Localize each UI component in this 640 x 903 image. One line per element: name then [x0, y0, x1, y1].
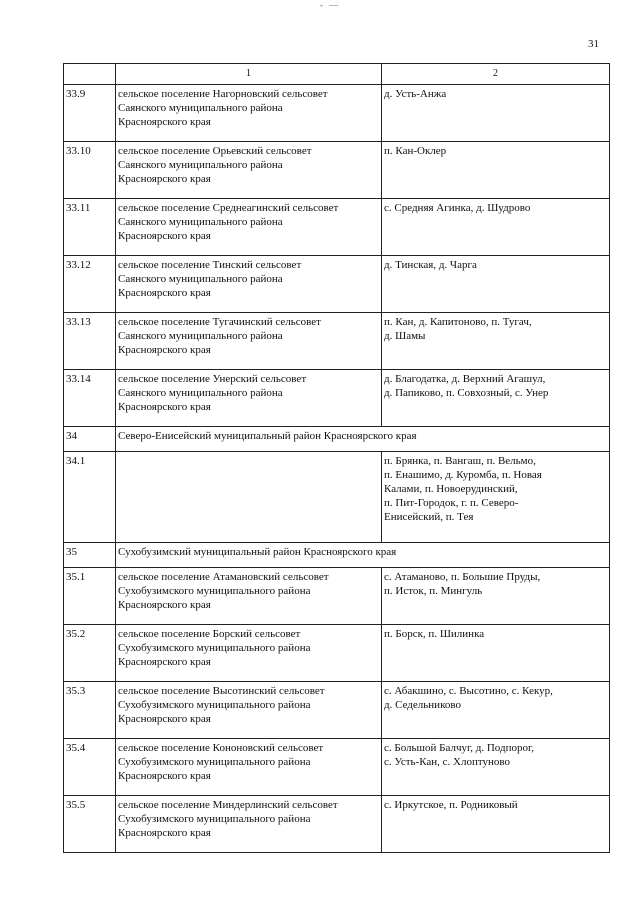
places-list: с. Атаманово, п. Большие Пруды, п. Исток, п. Мингуль — [382, 568, 610, 625]
table-row — [64, 85, 610, 142]
settlement-name: сельское поселение Атамановский сельсовет Сухобузимского муниципального района Красноярского края — [116, 568, 382, 625]
row-number: 35.5 — [64, 796, 116, 853]
row-number: 33.9 — [64, 85, 116, 142]
region-name: Северо-Енисейский муниципальный район Красноярского края — [116, 427, 610, 452]
places-list: п. Кан-Оклер — [382, 142, 610, 199]
settlement-name: сельское поселение Кононовский сельсовет Сухобузимского муниципального района Красноярского края — [116, 739, 382, 796]
table-row — [64, 796, 610, 853]
places-list: п. Брянка, п. Вангаш, п. Вельмо, п. Енашимо, д. Куромба, п. Новая Калами, п. Новоерудинский, п. Пит-Городок, г. п. Северо- Енисейский, п. Тея — [382, 452, 610, 543]
row-number: 34 — [64, 427, 116, 452]
table-row — [64, 256, 610, 313]
region-name: Сухобузимский муниципальный район Красноярского края — [116, 543, 610, 568]
page-number: 31 — [588, 38, 599, 50]
places-list: п. Борск, п. Шилинка — [382, 625, 610, 682]
places-list: с. Средняя Агинка, д. Шудрово — [382, 199, 610, 256]
places-list: с. Абакшино, с. Высотино, с. Кекур, д. Седельниково — [382, 682, 610, 739]
places-list: д. Благодатка, д. Верхний Агашул, д. Папиково, п. Совхозный, с. Унер — [382, 370, 610, 427]
settlement-name: сельское поселение Тугачинский сельсовет Саянского муниципального района Красноярского края — [116, 313, 382, 370]
row-number: 33.12 — [64, 256, 116, 313]
top-mark: - — — [320, 0, 341, 10]
table-row — [64, 142, 610, 199]
row-number: 33.10 — [64, 142, 116, 199]
table-header-row — [64, 64, 610, 85]
settlement-name: сельское поселение Среднеагинский сельсовет Саянского муниципального района Красноярского края — [116, 199, 382, 256]
places-list: д. Тинская, д. Чарга — [382, 256, 610, 313]
table-row — [64, 199, 610, 256]
settlement-name: сельское поселение Тинский сельсовет Саянского муниципального района Красноярского края — [116, 256, 382, 313]
settlement-name — [116, 452, 382, 543]
places-list: д. Усть-Анжа — [382, 85, 610, 142]
row-number: 35.3 — [64, 682, 116, 739]
table-row — [64, 625, 610, 682]
table-row — [64, 313, 610, 370]
row-number: 35 — [64, 543, 116, 568]
row-number: 33.13 — [64, 313, 116, 370]
header-cell-1: 1 — [116, 64, 382, 85]
region-row — [64, 427, 610, 452]
table-row — [64, 739, 610, 796]
places-list: с. Иркутское, п. Родниковый — [382, 796, 610, 853]
table-row — [64, 452, 610, 543]
region-row — [64, 543, 610, 568]
row-number: 35.1 — [64, 568, 116, 625]
table-row — [64, 370, 610, 427]
settlement-name: сельское поселение Миндерлинский сельсовет Сухобузимского муниципального района Красноярского края — [116, 796, 382, 853]
table-row — [64, 682, 610, 739]
row-number: 33.14 — [64, 370, 116, 427]
places-list: с. Большой Балчуг, д. Подпорог, с. Усть-Кан, с. Хлоптуново — [382, 739, 610, 796]
settlement-name: сельское поселение Высотинский сельсовет Сухобузимского муниципального района Красноярского края — [116, 682, 382, 739]
row-number: 33.11 — [64, 199, 116, 256]
settlement-name: сельское поселение Нагорновский сельсовет Саянского муниципального района Красноярского края — [116, 85, 382, 142]
row-number: 35.4 — [64, 739, 116, 796]
table-row — [64, 568, 610, 625]
settlement-name: сельское поселение Борский сельсовет Сухобузимского муниципального района Красноярского края — [116, 625, 382, 682]
row-number: 35.2 — [64, 625, 116, 682]
settlement-name: сельское поселение Унерский сельсовет Саянского муниципального района Красноярского края — [116, 370, 382, 427]
row-number: 34.1 — [64, 452, 116, 543]
settlement-name: сельское поселение Орьевский сельсовет Саянского муниципального района Красноярского края — [116, 142, 382, 199]
places-list: п. Кан, д. Капитоново, п. Тугач, д. Шамы — [382, 313, 610, 370]
header-cell-2: 2 — [382, 64, 610, 85]
settlements-table — [63, 63, 610, 853]
header-cell-number — [64, 64, 116, 85]
